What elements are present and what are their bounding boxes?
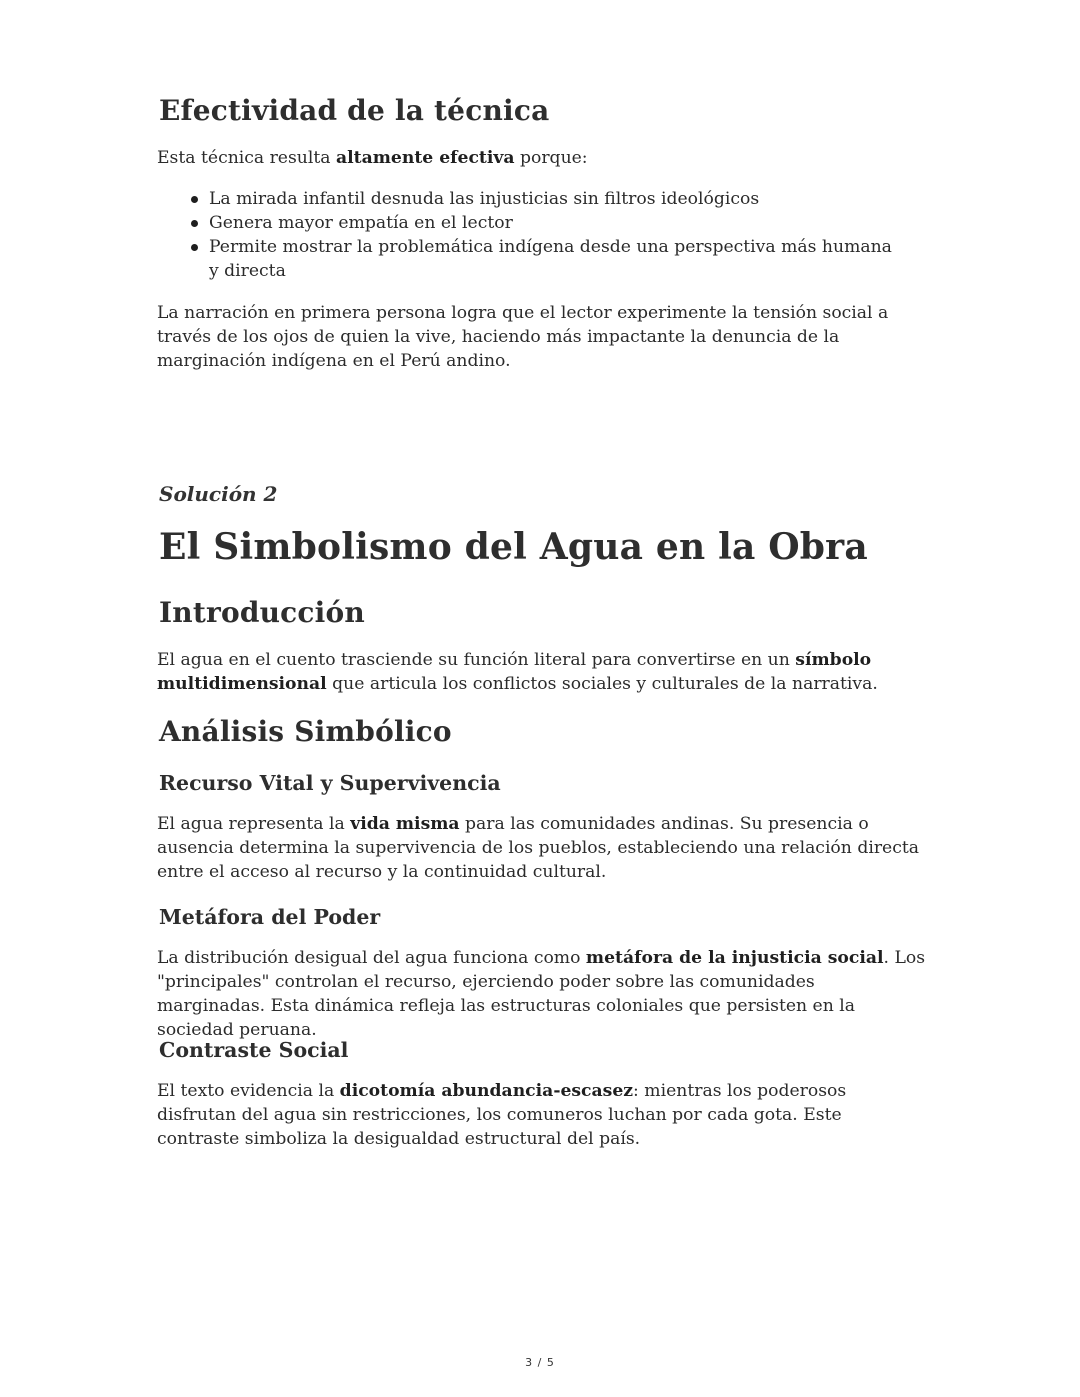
contraste-social-text (157, 1079, 927, 1151)
list-item: Permite mostrar la problemática indígena desde una perspectiva más humana y directa (157, 235, 899, 283)
efectividad-intro (157, 146, 927, 170)
bold-text: dicotomía abundancia-escasez (339, 1081, 634, 1101)
text-span: La distribución desigual del agua funciona como (157, 948, 586, 968)
efectividad-bullet-list (157, 187, 927, 283)
list-item: La mirada infantil desnuda las injusticias sin filtros ideológicos (157, 187, 927, 211)
introduccion-text (157, 648, 927, 696)
section-heading-efectividad: Efectividad de la técnica (159, 94, 550, 127)
bold-text: altamente efectiva (335, 148, 515, 168)
section-heading-introduccion: Introducción (159, 596, 365, 629)
bold-text: metáfora de la injusticia social (585, 948, 884, 968)
text-span: El texto evidencia la (157, 1081, 340, 1101)
page-title: El Simbolismo del Agua en la Obra (159, 526, 868, 568)
text-span: que articula los conflictos sociales y culturales de la narrativa. (326, 674, 878, 694)
text-span: Esta técnica resulta (157, 148, 336, 168)
text-span: para las comunidades andinas. Su presencia o ausencia determina la supervivencia de los pueblos, estableciendo una relación directa entre el acceso al recurso y la continuidad cultural. (157, 814, 919, 882)
text-span: : mientras los poderosos disfrutan del agua sin restricciones, los comuneros luchan por cada gota. Este contraste simboliza la desigualdad estructural del país. (157, 1081, 847, 1149)
text-span: El agua representa la (157, 814, 351, 834)
bold-text: símbolo multidimensional (157, 650, 872, 694)
section-heading-analisis: Análisis Simbólico (159, 715, 452, 748)
solution-label: Solución 2 (159, 482, 278, 506)
metafora-poder-text (157, 946, 927, 1042)
subheading-metafora-poder: Metáfora del Poder (159, 905, 381, 929)
text-span: . Los "principales" controlan el recurso, ejerciendo poder sobre las comunidades marginadas. Esta dinámica refleja las estructuras coloniales que persisten en la sociedad peruana. (157, 948, 926, 1040)
page-indicator: 3 / 5 (525, 1356, 555, 1369)
subheading-recurso-vital: Recurso Vital y Supervivencia (159, 771, 501, 795)
recurso-vital-text (157, 812, 927, 884)
text-span: El agua en el cuento trasciende su función literal para convertirse en un (157, 650, 796, 670)
bold-text: vida misma (350, 814, 460, 834)
efectividad-closing: La narración en primera persona logra que el lector experimente la tensión social a través de los ojos de quien la vive, haciendo más impactante la denuncia de la marginación indígena en el Perú andino. (157, 303, 889, 371)
subheading-contraste-social: Contraste Social (159, 1038, 349, 1062)
text-span: porque: (514, 148, 588, 168)
list-item: Genera mayor empatía en el lector (157, 211, 927, 235)
